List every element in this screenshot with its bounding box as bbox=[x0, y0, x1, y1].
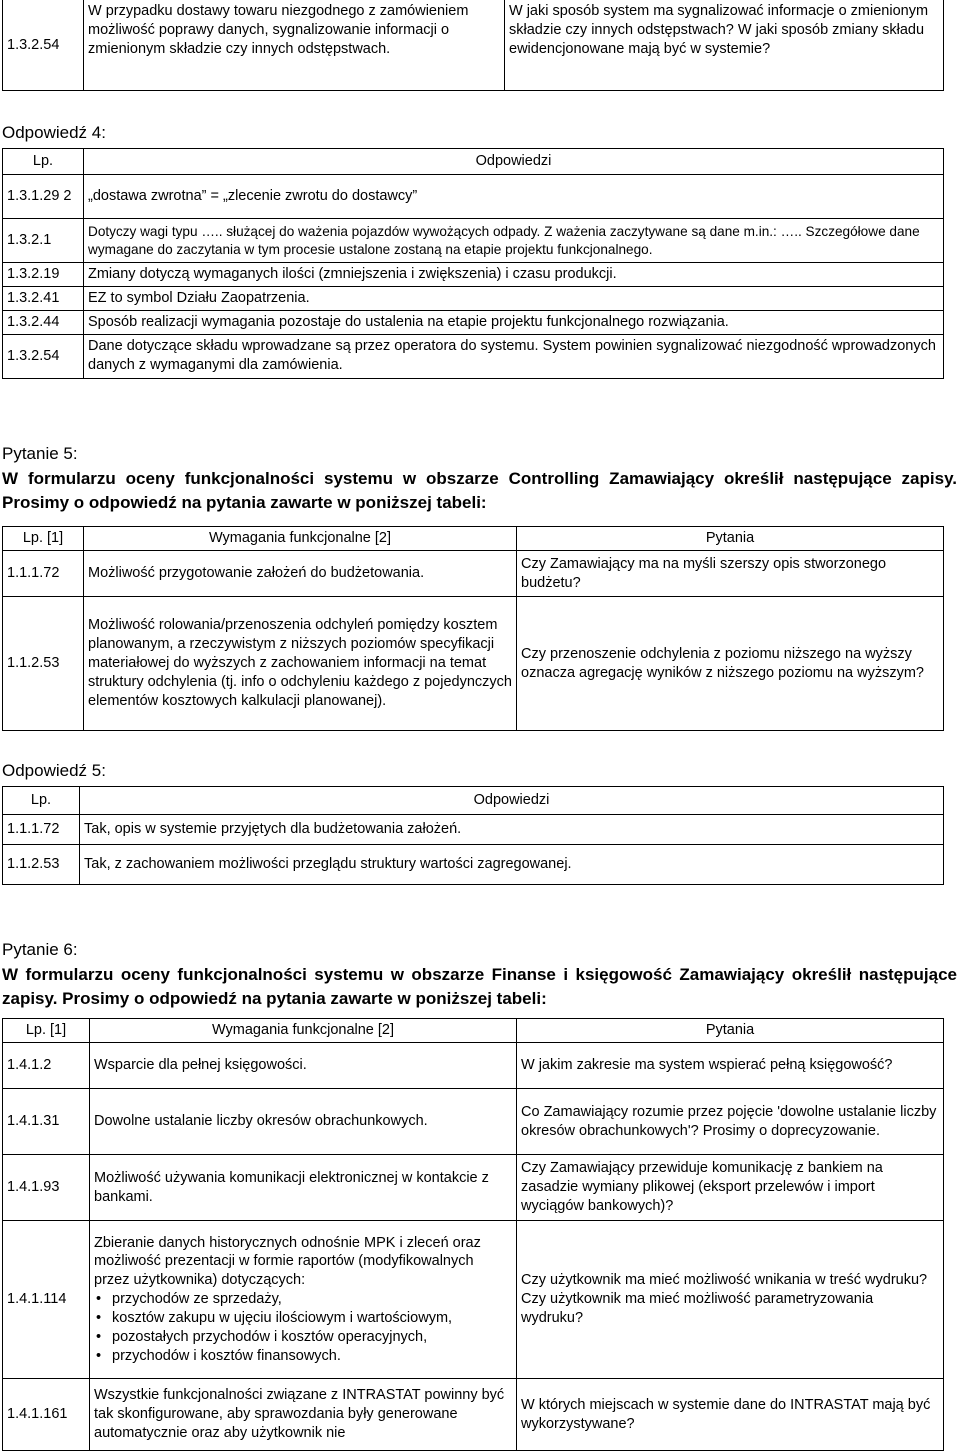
row-lp: 1.4.1.2 bbox=[3, 1043, 90, 1089]
col-questions-header: Pytania bbox=[517, 527, 944, 551]
row-answer: Tak, opis w systemie przyjętych dla budżetowania założeń. bbox=[80, 815, 944, 845]
table-row bbox=[3, 175, 944, 219]
question5-title-block bbox=[2, 442, 957, 516]
row-lp: 1.3.2.54 bbox=[3, 0, 84, 91]
row-lp: 1.3.2.41 bbox=[3, 286, 84, 310]
table-row bbox=[3, 286, 944, 310]
row-lp: 1.3.2.44 bbox=[3, 310, 84, 334]
question6-table bbox=[2, 1018, 944, 1451]
table-row bbox=[3, 0, 944, 91]
question5-label: Pytanie 5: bbox=[2, 444, 78, 463]
row-requirement: Wszystkie funkcjonalności związane z INTRASTAT powinny być tak skonfigurowane, aby sprawozdania były generowane automatycznie oraz aby użytkownik nie bbox=[90, 1379, 517, 1451]
requirement-intro: Zbieranie danych historycznych odnośnie MPK i zleceń oraz możliwość prezentacji w formie raportów (modyfikowalnych przez użytkownika) dotyczących: bbox=[94, 1234, 481, 1289]
top-continuation-table bbox=[2, 0, 944, 91]
list-item: • kosztów zakupu w ujęciu ilościowym i wartościowym, bbox=[112, 1309, 512, 1328]
row-lp: 1.4.1.93 bbox=[3, 1155, 90, 1221]
row-requirement: Możliwość przygotowanie założeń do budżetowania. bbox=[84, 551, 517, 597]
table-row bbox=[3, 263, 944, 287]
row-answer: Dotyczy wagi typu ….. służącej do ważenia pojazdów wywożących odpady. Z ważenia zaczytywane są dane m.in.: ….. Szczegółowe dane wymagane do zaczytania w tym procesie ustalone zostaną na etapie projektu funkcjonalnego. bbox=[84, 219, 944, 263]
row-answer: Dane dotyczące składu wprowadzane są przez operatora do systemu. System powinien sygnalizować niezgodność wprowadzonych danych z wymaganymi dla zamówienia. bbox=[84, 334, 944, 378]
row-answer: Sposób realizacji wymagania pozostaje do ustalenia na etapie projektu funkcjonalnego rozwiązania. bbox=[84, 310, 944, 334]
table-header-row bbox=[3, 787, 944, 815]
table-row bbox=[3, 1379, 944, 1451]
row-requirement: Wsparcie dla pełnej księgowości. bbox=[90, 1043, 517, 1089]
question6-label: Pytanie 6: bbox=[2, 940, 78, 959]
row-lp: 1.1.1.72 bbox=[3, 815, 80, 845]
col-lp-header: Lp. [1] bbox=[3, 1019, 90, 1043]
row-requirement: Dowolne ustalanie liczby okresów obrachunkowych. bbox=[90, 1089, 517, 1155]
question5-title: W formularzu oceny funkcjonalności systemu w obszarze Controlling Zamawiający określił następujące zapisy. Prosimy o odpowiedź na pytania zawarte w poniższej tabeli: bbox=[2, 468, 957, 513]
table-header-row bbox=[3, 527, 944, 551]
answer4-table bbox=[2, 148, 944, 379]
row-question: Czy Zamawiający ma na myśli szerszy opis stworzonego budżetu? bbox=[517, 551, 944, 597]
requirement-bullet-list bbox=[94, 1290, 512, 1365]
row-lp: 1.1.2.53 bbox=[3, 597, 84, 731]
table-row bbox=[3, 334, 944, 378]
question6-title: W formularzu oceny funkcjonalności systemu w obszarze Finanse i księgowość Zamawiający określił następujące zapisy. Prosimy o odpowiedź na pytania zawarte w poniższej tabeli: bbox=[2, 964, 957, 1009]
row-question: Co Zamawiający rozumie przez pojęcie 'dowolne ustalanie liczby okresów obrachunkowych'? Prosimy o doprecyzowanie. bbox=[517, 1089, 944, 1155]
col-questions-header: Pytania bbox=[517, 1019, 944, 1043]
row-question: W jaki sposób system ma sygnalizować informacje o zmienionym składzie czy innych odstępstwach? W jaki sposób zmiany składu ewidencjonowane mają być w systemie? bbox=[505, 0, 944, 91]
row-lp: 1.1.1.72 bbox=[3, 551, 84, 597]
col-answer-header: Odpowiedzi bbox=[84, 149, 944, 175]
col-answer-header: Odpowiedzi bbox=[80, 787, 944, 815]
row-question: Czy użytkownik ma mieć możliwość wnikania w treść wydruku? Czy użytkownik ma mieć możliwość parametryzowania wydruku? bbox=[517, 1221, 944, 1379]
row-lp: 1.4.1.114 bbox=[3, 1221, 90, 1379]
table-header-row bbox=[3, 1019, 944, 1043]
col-req-header: Wymagania funkcjonalne [2] bbox=[90, 1019, 517, 1043]
list-item: • przychodów i kosztów finansowych. bbox=[112, 1347, 512, 1366]
answer4-heading: Odpowiedź 4: bbox=[2, 123, 106, 142]
table-row bbox=[3, 1155, 944, 1221]
row-answer: Tak, z zachowaniem możliwości przeglądu struktury wartości zagregowanej. bbox=[80, 845, 944, 885]
col-lp-header: Lp. bbox=[3, 787, 80, 815]
col-lp-header: Lp. bbox=[3, 149, 84, 175]
row-question: Czy Zamawiający przewiduje komunikację z bankiem na zasadzie wymiany plikowej (eksport przelewów i import wyciągów bankowych)? bbox=[517, 1155, 944, 1221]
row-requirement bbox=[90, 1221, 517, 1379]
table-row bbox=[3, 597, 944, 731]
table-header-row bbox=[3, 149, 944, 175]
row-question: W których miejscach w systemie dane do INTRASTAT mają być wykorzystywane? bbox=[517, 1379, 944, 1451]
row-lp: 1.3.1.29 2 bbox=[3, 175, 84, 219]
table-row bbox=[3, 1089, 944, 1155]
table-row bbox=[3, 845, 944, 885]
row-lp: 1.4.1.161 bbox=[3, 1379, 90, 1451]
table-row bbox=[3, 815, 944, 845]
row-question: W jakim zakresie ma system wspierać pełną księgowość? bbox=[517, 1043, 944, 1089]
table-row bbox=[3, 1043, 944, 1089]
answer5-table bbox=[2, 786, 944, 885]
row-lp: 1.3.2.19 bbox=[3, 263, 84, 287]
table-row bbox=[3, 551, 944, 597]
row-question: Czy przenoszenie odchylenia z poziomu niższego na wyższy oznacza agregację wyników z niższego poziomu na wyższym? bbox=[517, 597, 944, 731]
question6-title-block bbox=[2, 938, 957, 1012]
row-requirement: W przypadku dostawy towaru niezgodnego z zamówieniem możliwość poprawy danych, sygnalizowanie informacji o zmienionym składzie czy innych odstępstwach. bbox=[84, 0, 505, 91]
table-row bbox=[3, 310, 944, 334]
answer5-heading: Odpowiedź 5: bbox=[2, 761, 106, 780]
row-answer: Zmiany dotyczą wymaganych ilości (zmniejszenia i zwiększenia) i czasu produkcji. bbox=[84, 263, 944, 287]
row-lp: 1.3.2.54 bbox=[3, 334, 84, 378]
list-item: • pozostałych przychodów i kosztów operacyjnych, bbox=[112, 1328, 512, 1347]
col-req-header: Wymagania funkcjonalne [2] bbox=[84, 527, 517, 551]
question5-table bbox=[2, 526, 944, 731]
row-requirement: Możliwość używania komunikacji elektronicznej w kontakcie z bankami. bbox=[90, 1155, 517, 1221]
col-lp-header: Lp. [1] bbox=[3, 527, 84, 551]
table-row bbox=[3, 219, 944, 263]
row-requirement: Możliwość rolowania/przenoszenia odchyleń pomiędzy kosztem planowanym, a rzeczywistym z niższych poziomów specyfikacji materiałowej do wyższych z zachowaniem informacji na temat struktury odchylenia (tj. info o odchyleniu każdego z pojedynczych elementów kosztowych kalkulacji planowanej). bbox=[84, 597, 517, 731]
list-item: • przychodów ze sprzedaży, bbox=[112, 1290, 512, 1309]
row-answer: „dostawa zwrotna” = „zlecenie zwrotu do dostawcy” bbox=[84, 175, 944, 219]
row-lp: 1.1.2.53 bbox=[3, 845, 80, 885]
row-lp: 1.4.1.31 bbox=[3, 1089, 90, 1155]
row-answer: EZ to symbol Działu Zaopatrzenia. bbox=[84, 286, 944, 310]
row-lp: 1.3.2.1 bbox=[3, 219, 84, 263]
table-row bbox=[3, 1221, 944, 1379]
